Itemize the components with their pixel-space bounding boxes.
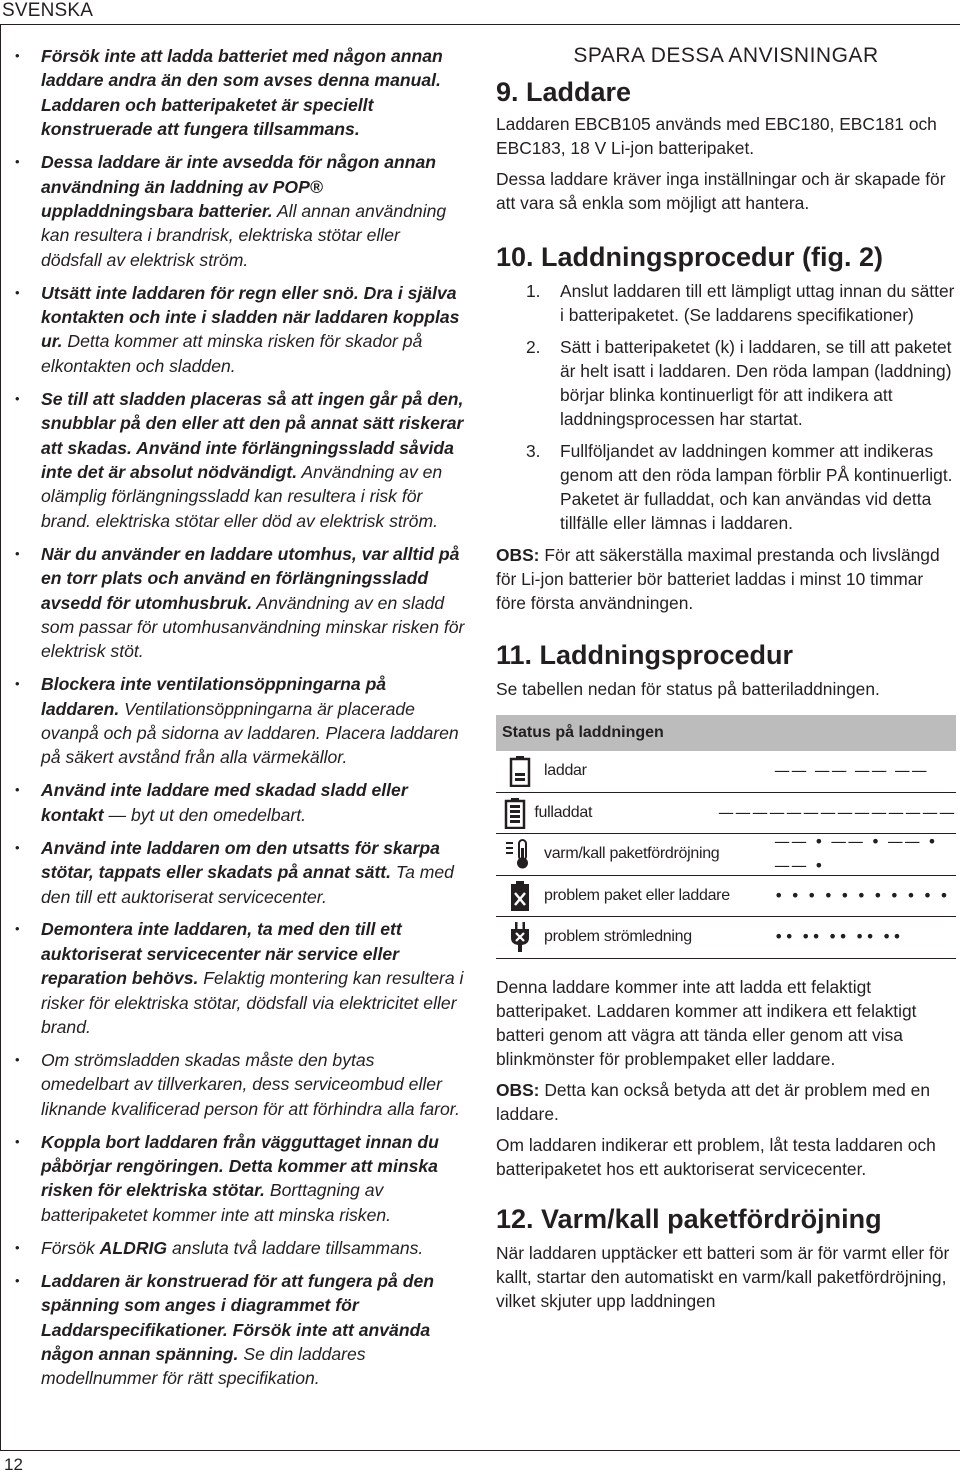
safety-bullet [15, 281, 465, 379]
bullet-text: Ta med den till ett auktoriserat servicecenter. [41, 862, 454, 907]
plug-problem-icon [496, 921, 544, 953]
section-9-paragraph-1: Laddaren EBCB105 används med EBC180, EBC181 och EBC183, 18 V Li-jon batteripaket. [496, 114, 937, 158]
obs-text: Detta kan också betyda att det är problem med en laddare. [496, 1079, 931, 1124]
language-header: SVENSKA [2, 0, 94, 21]
obs-label: OBS: [496, 1079, 540, 1100]
status-label: varm/kall paketfördröjning [544, 845, 720, 863]
bullet-text: All annan användning kan resultera i brandrisk, elektriska stötar eller dödsfall av elektrisk ström. [41, 200, 447, 270]
bullet-text: Om strömsladden skadas måste den bytas omedelbart av tillverkaren, dess serviceombud eller liknande kvalificerad person för att förhindra alla faror. [41, 1049, 460, 1119]
bullet-bold-text: Använd inte laddare med skadad sladd eller kontakt [41, 780, 408, 825]
safety-bullet [15, 387, 465, 533]
blink-pattern: —————————————— [718, 802, 956, 822]
safety-bullet [15, 1048, 465, 1121]
obs-label: OBS: [496, 545, 540, 565]
blink-pattern: • • • • • • • • • • • [774, 885, 950, 905]
status-label: fulladdat [534, 803, 593, 821]
battery-charging-icon [496, 755, 544, 787]
section-9-paragraph-2: Dessa laddare kräver inga inställningar och är skapade för att vara så enkla som möjligt att hantera. [496, 169, 946, 213]
section-11-paragraph: Se tabellen nedan för status på batteriladdningen. [496, 679, 880, 699]
blink-pattern: —— —— —— —— [774, 761, 929, 781]
status-row [496, 834, 956, 876]
charging-step [496, 335, 956, 431]
safety-bullet [15, 542, 465, 664]
step-number: 3. [526, 441, 541, 461]
charging-steps [496, 279, 956, 535]
bullet-prefix: Försök [41, 1237, 100, 1258]
blink-pattern: •• •• •• •• •• [774, 927, 903, 947]
bullet-bold-text: ALDRIG [99, 1237, 168, 1258]
safety-bullet [15, 1130, 465, 1228]
section-12-paragraph: När laddaren upptäcker ett batteri som är för varmt eller för kallt, startar den automatiskt en varm/kall paketfördröjning, vilket skjuter upp laddningen [496, 1242, 950, 1311]
safety-list [15, 44, 465, 1391]
thermometer-icon [496, 838, 544, 870]
bullet-text: Användning av en olämplig förlängningssladd kan resultera i risk för brand. elektriska stötar eller död av elektrisk ström. [41, 462, 443, 531]
status-label: problem paket eller laddare [544, 886, 730, 904]
bullet-bold-text: Demontera inte laddaren, ta med den till ett auktoriserat servicecenter när service eller reparation behövs. [41, 919, 402, 989]
bullet-text: Användning av en sladd som passar för utomhusanvändning minskar risken för elektrisk stöt. [41, 592, 465, 662]
safety-bullet [15, 150, 465, 272]
top-rule [0, 24, 960, 25]
bullet-text: Felaktig montering kan resultera i risker för elektriska stötar, dödsfall via elektricitet eller brand. [41, 968, 464, 1038]
bullet-bold-text: Laddaren är konstruerad för att fungera på den spänning som anges i diagrammet för Laddarspecifikationer. Försök inte att använda någon annan spänning. [41, 1270, 434, 1364]
step-text: Anslut laddaren till ett lämpligt uttag innan du sätter i batteripaketet. (Se laddarens specifikationer) [560, 281, 955, 325]
bullet-bold-text: När du använder en laddare utomhus, var alltid på en torr plats och använd en förlängningssladd avsedd för utomhusbruk. [41, 543, 460, 613]
safety-list-column [15, 44, 465, 1399]
page-number: 12 [4, 1455, 23, 1474]
section-12-title: 12. Varm/kall paketfördröjning [496, 1203, 882, 1234]
step-number: 2. [526, 337, 541, 357]
battery-problem-icon [496, 880, 544, 912]
bullet-text: — byt ut den omedelbart. [103, 804, 307, 825]
step-text: Fullföljandet av laddningen kommer att indikeras genom att den röda lampan förblir PÅ kontinuerligt. Paketet är fulladdat, och kan användas vid detta tillfälle eller lämnas i laddaren. [560, 441, 953, 533]
bullet-bold-text: Utsätt inte laddaren för regn eller snö. Dra i själva kontakten och inte i sladden när laddaren kopplas ur. [41, 282, 460, 352]
bottom-rule [0, 1450, 960, 1451]
charging-status-table [496, 715, 956, 959]
section-9-title: 9. Laddare [496, 77, 632, 107]
after-table-paragraph: Denna laddare kommer inte att ladda ett felaktigt batteripaket. Laddaren kommer att indikera ett felaktigt batteri genom att vägra att tända eller genom att visa blinkmönster för problempaket eller laddare. [496, 976, 917, 1069]
status-row [496, 793, 956, 835]
status-row [496, 751, 956, 793]
safety-bullet [15, 1236, 465, 1260]
bullet-text: ansluta två laddare tillsammans. [167, 1237, 424, 1258]
charging-step [496, 279, 956, 327]
save-instructions-heading: SPARA DESSA ANVISNINGAR [573, 44, 879, 67]
bullet-bold-text: Koppla bort laddaren från vägguttaget innan du påbörjar rengöringen. Detta kommer att minska risken för elektriska stötar. [41, 1131, 439, 1201]
status-table-header: Status på laddningen [496, 715, 956, 751]
step-number: 1. [526, 281, 541, 301]
safety-bullet [15, 836, 465, 909]
after-table-paragraph-2: Om laddaren indikerar ett problem, låt testa laddaren och batteripaketet hos ett auktoriserat servicecenter. [496, 1134, 936, 1179]
bullet-bold-text: Se till att sladden placeras så att ingen går på den, snubblar på den eller att den på annat sätt riskerar att skadas. Använd inte förlängningssladd såvida inte det är absolut nödvändigt. [41, 388, 464, 482]
obs-note-2 [496, 1078, 956, 1126]
step-text: Sätt i batteripaketet (k) i laddaren, se till att paketet är helt isatt i laddaren. Den röda lampan (laddning) börjar blinka kontinuerligt för att indikera att laddningsprocessen har startat. [560, 337, 952, 429]
obs-note-1 [496, 543, 956, 615]
safety-bullet [15, 778, 465, 827]
bullet-bold-text: Försök inte att ladda batteriet med någon annan laddare andra än den som avses denna manual. Laddaren och batteripaketet är speciellt konstruerade att fungera tillsammans. [41, 46, 443, 140]
battery-full-icon [496, 797, 534, 829]
status-row [496, 876, 956, 918]
bullet-bold-text: Använd inte laddaren om den utsatts för skarpa stötar, tappats eller skadats på annat sätt. [41, 837, 440, 883]
section-10-title: 10. Laddningsprocedur (fig. 2) [496, 242, 884, 272]
bullet-bold-text: Blockera inte ventilationsöppningarna på laddaren. [41, 674, 387, 719]
safety-bullet [15, 44, 465, 142]
safety-bullet [15, 1269, 465, 1391]
bullet-bold-text: Dessa laddare är inte avsedda för någon annan användning än laddning av POP® uppladdningsbara batterier. [41, 152, 437, 221]
bullet-text: Borttagning av batteripaketet kommer inte att minska risken. [41, 1180, 392, 1225]
safety-bullet [15, 672, 465, 770]
obs-text: För att säkerställa maximal prestanda och livslängd för Li-jon batterier bör batteriet laddas i minst 10 timmar före första användningen. [496, 545, 940, 613]
safety-bullet [15, 917, 465, 1039]
charging-step [496, 439, 956, 535]
bullet-text: Ventilationsöppningarna är placerade ovanpå och på sidorna av laddaren. Placera laddaren på säkert avstånd från alla värmekällor. [41, 698, 459, 768]
status-label: problem strömledning [544, 928, 692, 946]
blink-pattern: —— • —— • —— • —— • [774, 832, 938, 876]
status-rows [496, 751, 956, 959]
bullet-text: Se din laddares modellnummer för rätt specifikation. [41, 1343, 366, 1389]
bullet-text: Detta kommer att minska risken för skador på elkontakten och sladden. [41, 331, 423, 376]
instructions-column [496, 40, 956, 1320]
left-rule [0, 24, 1, 1450]
status-label: laddar [544, 762, 587, 780]
status-row [496, 917, 956, 959]
section-11-title: 11. Laddningsprocedur [496, 640, 794, 670]
